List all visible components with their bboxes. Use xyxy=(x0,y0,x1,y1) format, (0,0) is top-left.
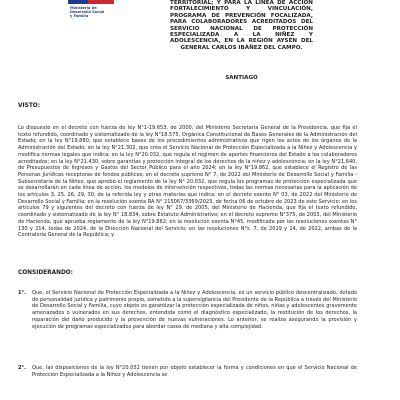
item-number: 1°. xyxy=(18,290,26,296)
logo-line: y Familia xyxy=(70,14,89,19)
logo-line: Ministerio de xyxy=(70,6,97,10)
item-text: Que, las disposiciones de la ley N°20.032 tienen por objeto establecer la forma y condiciones en que el Servicio Nacional de Protección Especializada a la Niñez y Adolescencia se xyxy=(32,365,357,378)
logo-ministry-name xyxy=(70,6,124,19)
item-number: 2°. xyxy=(18,365,26,371)
visto-paragraph: Lo dispuesto en el decreto con fuerza de ley N°1-19.653, de 2000, del Ministerio Secretaría General de la Presidencia, que fija el texto refundido, coordinado y sistematizado de la ley N°18.575, Orgánica Constitucional de Bases Generales de la Administración del Estado; en la ley N°19.880, que establece bases de los procedimientos administrativos que rigen los actos de los órganos de la Administración del Estado; en la ley N°21.302, que crea el Servicio Nacional de Protección Especializada a la Niñez y Adolescencia y modifica normas legales que indica; en la ley N°20.032, que regula el régimen de aportes financieros del Estado a los colaboradores acreditados; en la ley N°21.430, sobre garantías y protección integral de los derechos de la niñez y adolescencia; en la ley N°21.640, de Presupuestos de Ingresos y Gastos del Sector Público para el año 2024; en la ley N°19.862, que establece el Registro de las Personas Jurídicas receptoras de fondos públicos; en el decreto supremo N° 7, de 2022 del Ministerio de Desarrollo Social y Familia - Subsecretaría de la Niñez, que aprobó el reglamento de la ley N° 20.032, que regula los programas de protección especializada que se desarrollarán en cada línea de acción, los modelos de intervención respectivos, todas las normas necesarias para la aplicación de los artículos 3, 25, 26, 29, 30, de la referida ley y otras materias que indica; en el decreto exento N° 03, de 2022 del Ministerio de Desarrollo Social y Familia; en la resolución exenta RA N° 215067/3369/2023, de fecha 06 de octubre de 2023 de este Servicio; en los artículos 79 y siguientes del decreto con fuerza de ley N° 29, de 2005, del Ministerio de Hacienda, que fija el texto refundido, coordinado y sistematizado de la ley N° 18.834, sobre Estatuto Administrativo; en el decreto supremo N°375, de 2003, del Ministerio de Hacienda, que aprueba reglamento de la ley N°19.862; en la resolución exenta N°45, modificada por las resoluciones exentas N° 130 y 214, todas de 2024, de la Dirección Nacional del Servicio; en las resoluciones N°s. 7, de 2019 y 14, de 2022, ambas de la Contraloría General de la República; y xyxy=(18,125,357,239)
document-place: SANTIAGO xyxy=(225,75,258,81)
item-text: Que, el Servicio Nacional de Protección Especializada a la Niñez y Adolescencia, es un servicio público descentralizado, dotado de personalidad jurídica y patrimonio propio, sometido a la supervigilancia del Presidente de la República a través del Ministerio de Desarrollo Social y Familia, cuyo objeto es garantizar la protección especializada de niños, niñas y adolescentes gravemente amenazados o vulnerados en sus derechos, entendida como el diagnóstico especializado, la restitución de los derechos, la reparación del daño producido y la prevención de nuevas vulneraciones. Lo anterior, se realiza asegurando la provisión y ejecución de programas especializados para abordar casos de mediana y alta complejidad. xyxy=(32,290,357,330)
logo-line: Desarrollo Social xyxy=(70,10,105,15)
visto-heading: VISTO: xyxy=(18,103,41,109)
ministry-logo xyxy=(68,0,124,24)
considerando-heading: CONSIDERANDO: xyxy=(18,270,73,276)
document-title: TERRITORIAL; Y PARA LA LÍNEA DE ACCIÓN FORTALECIMIENTO Y VINCULACIÓN, PROGRAMA DE PREVENCIÓN FOCALIZADA, PARA COLABORADORES ACREDITADOS DEL SERVICIO NACIONAL DE PROTECCIÓN ESPECIALIZADA A LA NIÑEZ Y ADOLESCENCIA, EN LA REGIÓN AYSÉN DEL GENERAL CARLOS IBÁÑEZ DEL CAMPO. xyxy=(170,0,313,51)
logo-red-stripe xyxy=(88,0,114,4)
logo-blue-stripe xyxy=(68,0,88,4)
